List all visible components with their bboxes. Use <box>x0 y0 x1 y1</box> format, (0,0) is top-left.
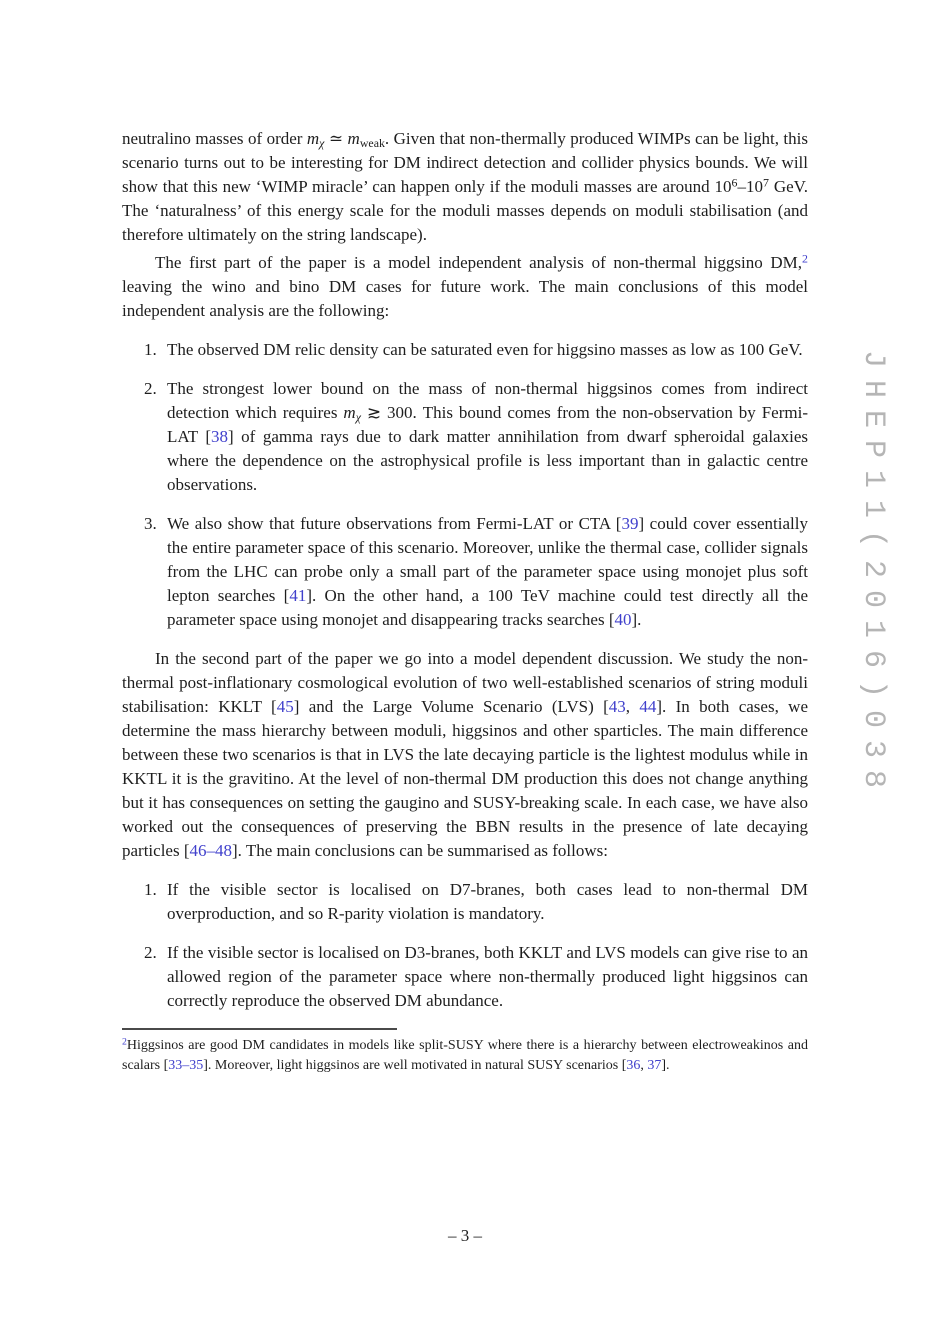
footnote-rule <box>122 1028 397 1030</box>
list-item-number: 2. <box>144 943 157 962</box>
text-segment: ]. In both cases, we determine the mass hierarchy between moduli, higgsinos and other sparticles. The main difference between these two scenarios is that in LVS the late decaying particle is the lightest modulus while in KKTL it is the gravitino. At the level of non-thermal DM production this does not change anything but it has consequences on setting the gaugino and SUSY-breaking scale. In each case, we have also worked out the consequences of preserving the BBN results in the presence of late decaying particles [ <box>122 697 808 860</box>
list-item-text <box>167 880 808 923</box>
text-segment: –10 <box>737 177 763 196</box>
text-segment: ] and the Large Volume Scenario (LVS) [ <box>293 697 609 716</box>
text-segment: ]. The main conclusions can be summarised as follows: <box>232 841 608 860</box>
text-segment: GeV. The ‘naturalness’ of this energy scale for the moduli masses depends on moduli stabilisation (and therefore ultimately on the string landscape). <box>122 177 808 244</box>
text-segment: ]. <box>631 610 642 629</box>
list-item-text <box>167 514 808 629</box>
text-segment: ≳ 300. This bound comes from the non-observation by Fermi-LAT [ <box>167 403 808 446</box>
conclusions-list-model-dependent <box>122 878 808 1013</box>
list-item-number: 3. <box>144 514 157 533</box>
text-segment: leaving the wino and bino DM cases for future work. The main conclusions of this model independent analysis are the following: <box>122 277 808 320</box>
list-item <box>122 377 808 497</box>
text-segment: 6 <box>731 175 738 190</box>
list-item <box>122 878 808 926</box>
paragraph-second-part <box>122 647 808 863</box>
text-segment: ] of gamma rays due to dark matter annihilation from dwarf spheroidal galaxies where the dependence on the astrophysical profile is less important than in galactic centre observations. <box>167 427 808 494</box>
list-item-text <box>167 943 808 1010</box>
citation-link[interactable]: 41 <box>289 586 307 605</box>
page-number: – 3 – <box>448 1226 482 1245</box>
text-segment: ≃ <box>324 129 348 148</box>
text-segment: . Given that non-thermally produced WIMPs can be light, this scenario turns out to be interesting for DM indirect detection and collider physics bounds. We will show that this new ‘WIMP miracle’ can happen only if the moduli masses are around 10 <box>122 129 808 196</box>
citation-link[interactable]: 36 <box>626 1057 641 1073</box>
text-segment: , <box>625 697 640 716</box>
text-segment: 7 <box>762 175 769 190</box>
text-segment: m <box>306 129 320 148</box>
text-segment: neutralino masses of order <box>122 129 307 148</box>
citation-link[interactable]: 45 <box>276 697 294 716</box>
text-segment: ]. <box>661 1057 670 1073</box>
text-segment: We also show that future observations from Fermi-LAT or CTA [ <box>167 514 622 533</box>
footnote-marker-link[interactable]: 2 <box>802 251 808 266</box>
text-segment: If the visible sector is localised on D3-branes, both KKLT and LVS models can give rise to an allowed region of the parameter space where non-thermally produced light higgsinos can correctly reproduce the observed DM abundance. <box>167 943 808 1010</box>
list-item <box>122 338 808 362</box>
text-segment: χ <box>355 409 361 424</box>
list-item-number: 1. <box>144 340 157 359</box>
conclusions-list-model-independent <box>122 338 808 632</box>
citation-link[interactable]: 37 <box>647 1057 662 1073</box>
text-segment: Higgsinos are good DM candidates in models like split-SUSY where there is a hierarchy between electroweakinos and scalars [ <box>122 1038 808 1073</box>
list-item <box>122 512 808 632</box>
text-segment: ]. Moreover, light higgsinos are well motivated in natural SUSY scenarios [ <box>203 1057 627 1073</box>
text-segment: ]. On the other hand, a 100 TeV machine could test directly all the parameter space using monojet and disappearing tracks searches [ <box>167 586 808 629</box>
footnote-marker-link[interactable]: 2 <box>122 1036 127 1048</box>
list-item-number: 2. <box>144 379 157 398</box>
text-segment: m <box>347 129 360 148</box>
footnote-text <box>122 1036 808 1075</box>
text-segment: weak <box>359 135 385 150</box>
journal-watermark: JHEP11(2016)038 <box>856 350 890 801</box>
text-segment: ] could cover essentially the entire parameter space of this scenario. Moreover, unlike the thermal case, collider signals from the LHC can probe only a small part of the parameter space using monojet plus soft lepton searches [ <box>167 514 808 605</box>
paragraph-wimp-miracle <box>122 127 808 247</box>
citation-link[interactable]: 33–35 <box>168 1057 204 1073</box>
text-segment: The strongest lower bound on the mass of non-thermal higgsinos comes from indirect detection which requires <box>167 379 808 422</box>
citation-link[interactable]: 38 <box>211 427 229 446</box>
text-segment: , <box>640 1057 648 1073</box>
list-item-text <box>167 340 803 359</box>
citation-link[interactable]: 40 <box>614 610 632 629</box>
citation-link[interactable]: 39 <box>621 514 639 533</box>
text-segment: m <box>343 403 356 422</box>
citation-link[interactable]: 43 <box>608 697 626 716</box>
text-segment: If the visible sector is localised on D7-branes, both cases lead to non-thermal DM overproduction, and so R-parity violation is mandatory. <box>167 880 808 923</box>
citation-link[interactable]: 44 <box>639 697 657 716</box>
text-segment: χ <box>319 135 325 150</box>
text-segment: The first part of the paper is a model independent analysis of non-thermal higgsino DM, <box>155 253 803 272</box>
list-item-text <box>167 379 808 494</box>
citation-link[interactable]: 46–48 <box>189 841 232 860</box>
list-item-number: 1. <box>144 880 157 899</box>
page-body-text <box>122 127 808 1075</box>
footnote-2 <box>122 1028 808 1075</box>
text-segment: In the second part of the paper we go into a model dependent discussion. We study the non-thermal post-inflationary cosmological evolution of two well-established scenarios of string moduli stabilisation: KKLT [ <box>122 649 808 716</box>
list-item <box>122 941 808 1013</box>
paragraph-first-part <box>122 251 808 323</box>
text-segment: The observed DM relic density can be saturated even for higgsino masses as low as 100 GeV. <box>167 340 803 359</box>
